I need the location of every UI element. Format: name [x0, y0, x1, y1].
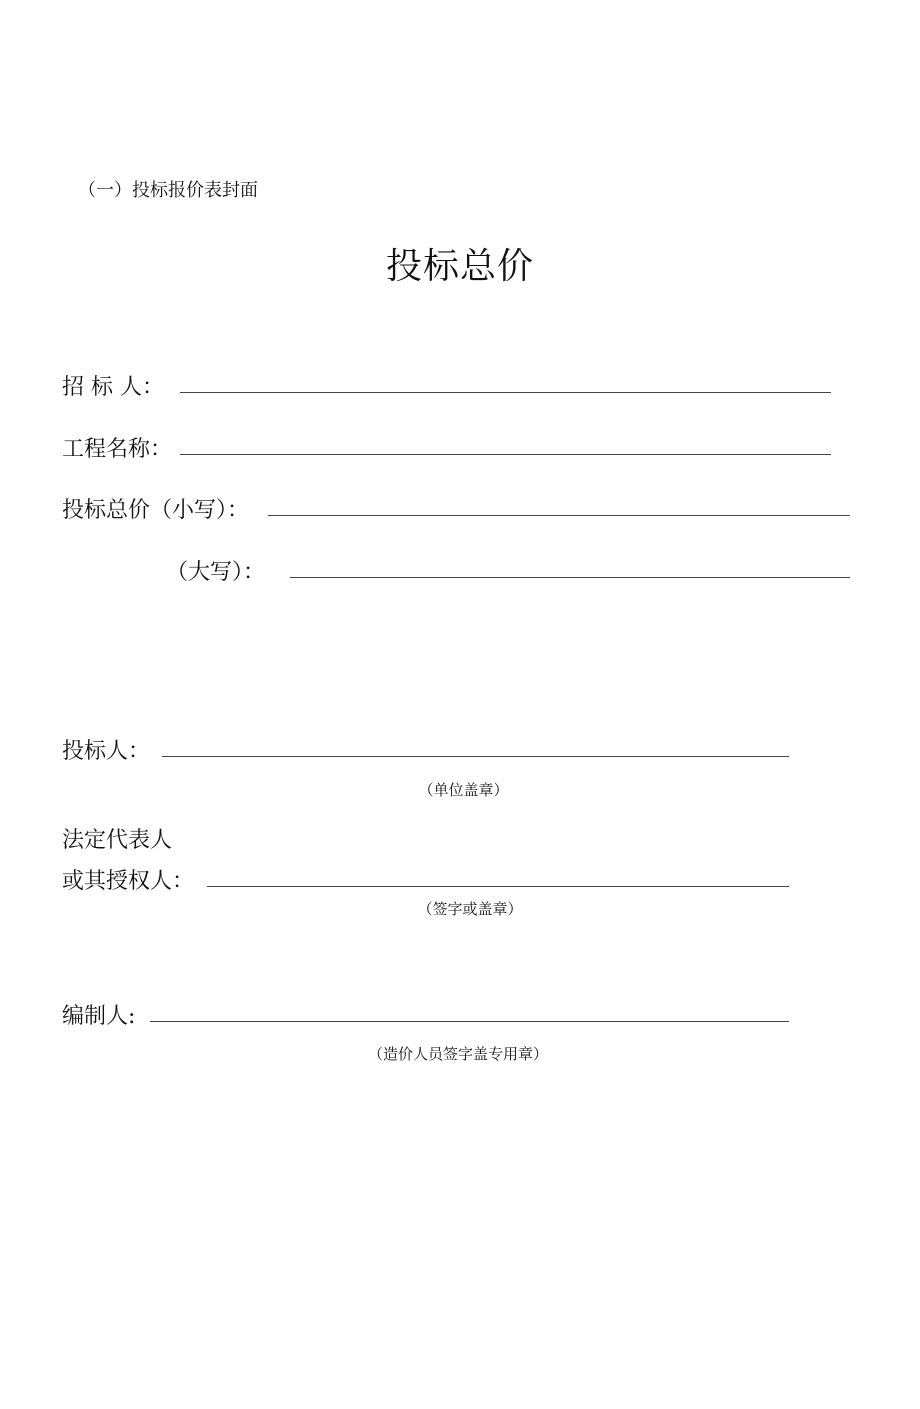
total-price-lower-label: 投标总价（小写）：	[62, 498, 250, 523]
page-title: 投标总价	[385, 246, 534, 287]
bidder-field[interactable]	[162, 756, 789, 757]
legal-rep-field[interactable]	[207, 886, 789, 887]
project-name-label: 工程名称：	[62, 437, 173, 462]
compiler-field[interactable]	[150, 1021, 789, 1022]
project-name-field[interactable]	[180, 454, 831, 455]
legal-rep-signature-note: （签字或盖章）	[417, 900, 523, 918]
legal-rep-label-line1: 法定代表人	[62, 828, 173, 853]
total-price-lower-field[interactable]	[268, 515, 850, 516]
total-price-upper-label: （大写）：	[166, 560, 266, 585]
section-heading: （一）投标报价表封面	[78, 180, 258, 201]
compiler-stamp-note: （造价人员签字盖专用章）	[367, 1045, 548, 1063]
total-price-upper-field[interactable]	[290, 577, 850, 578]
tenderer-label: 招 标 人：	[62, 375, 164, 400]
tenderer-field[interactable]	[180, 392, 831, 393]
compiler-label: 编制人:	[62, 1004, 136, 1029]
legal-rep-label-line2: 或其授权人：	[62, 869, 195, 894]
bidder-stamp-note: （单位盖章）	[418, 781, 509, 799]
bidder-label: 投标人：	[62, 739, 151, 764]
